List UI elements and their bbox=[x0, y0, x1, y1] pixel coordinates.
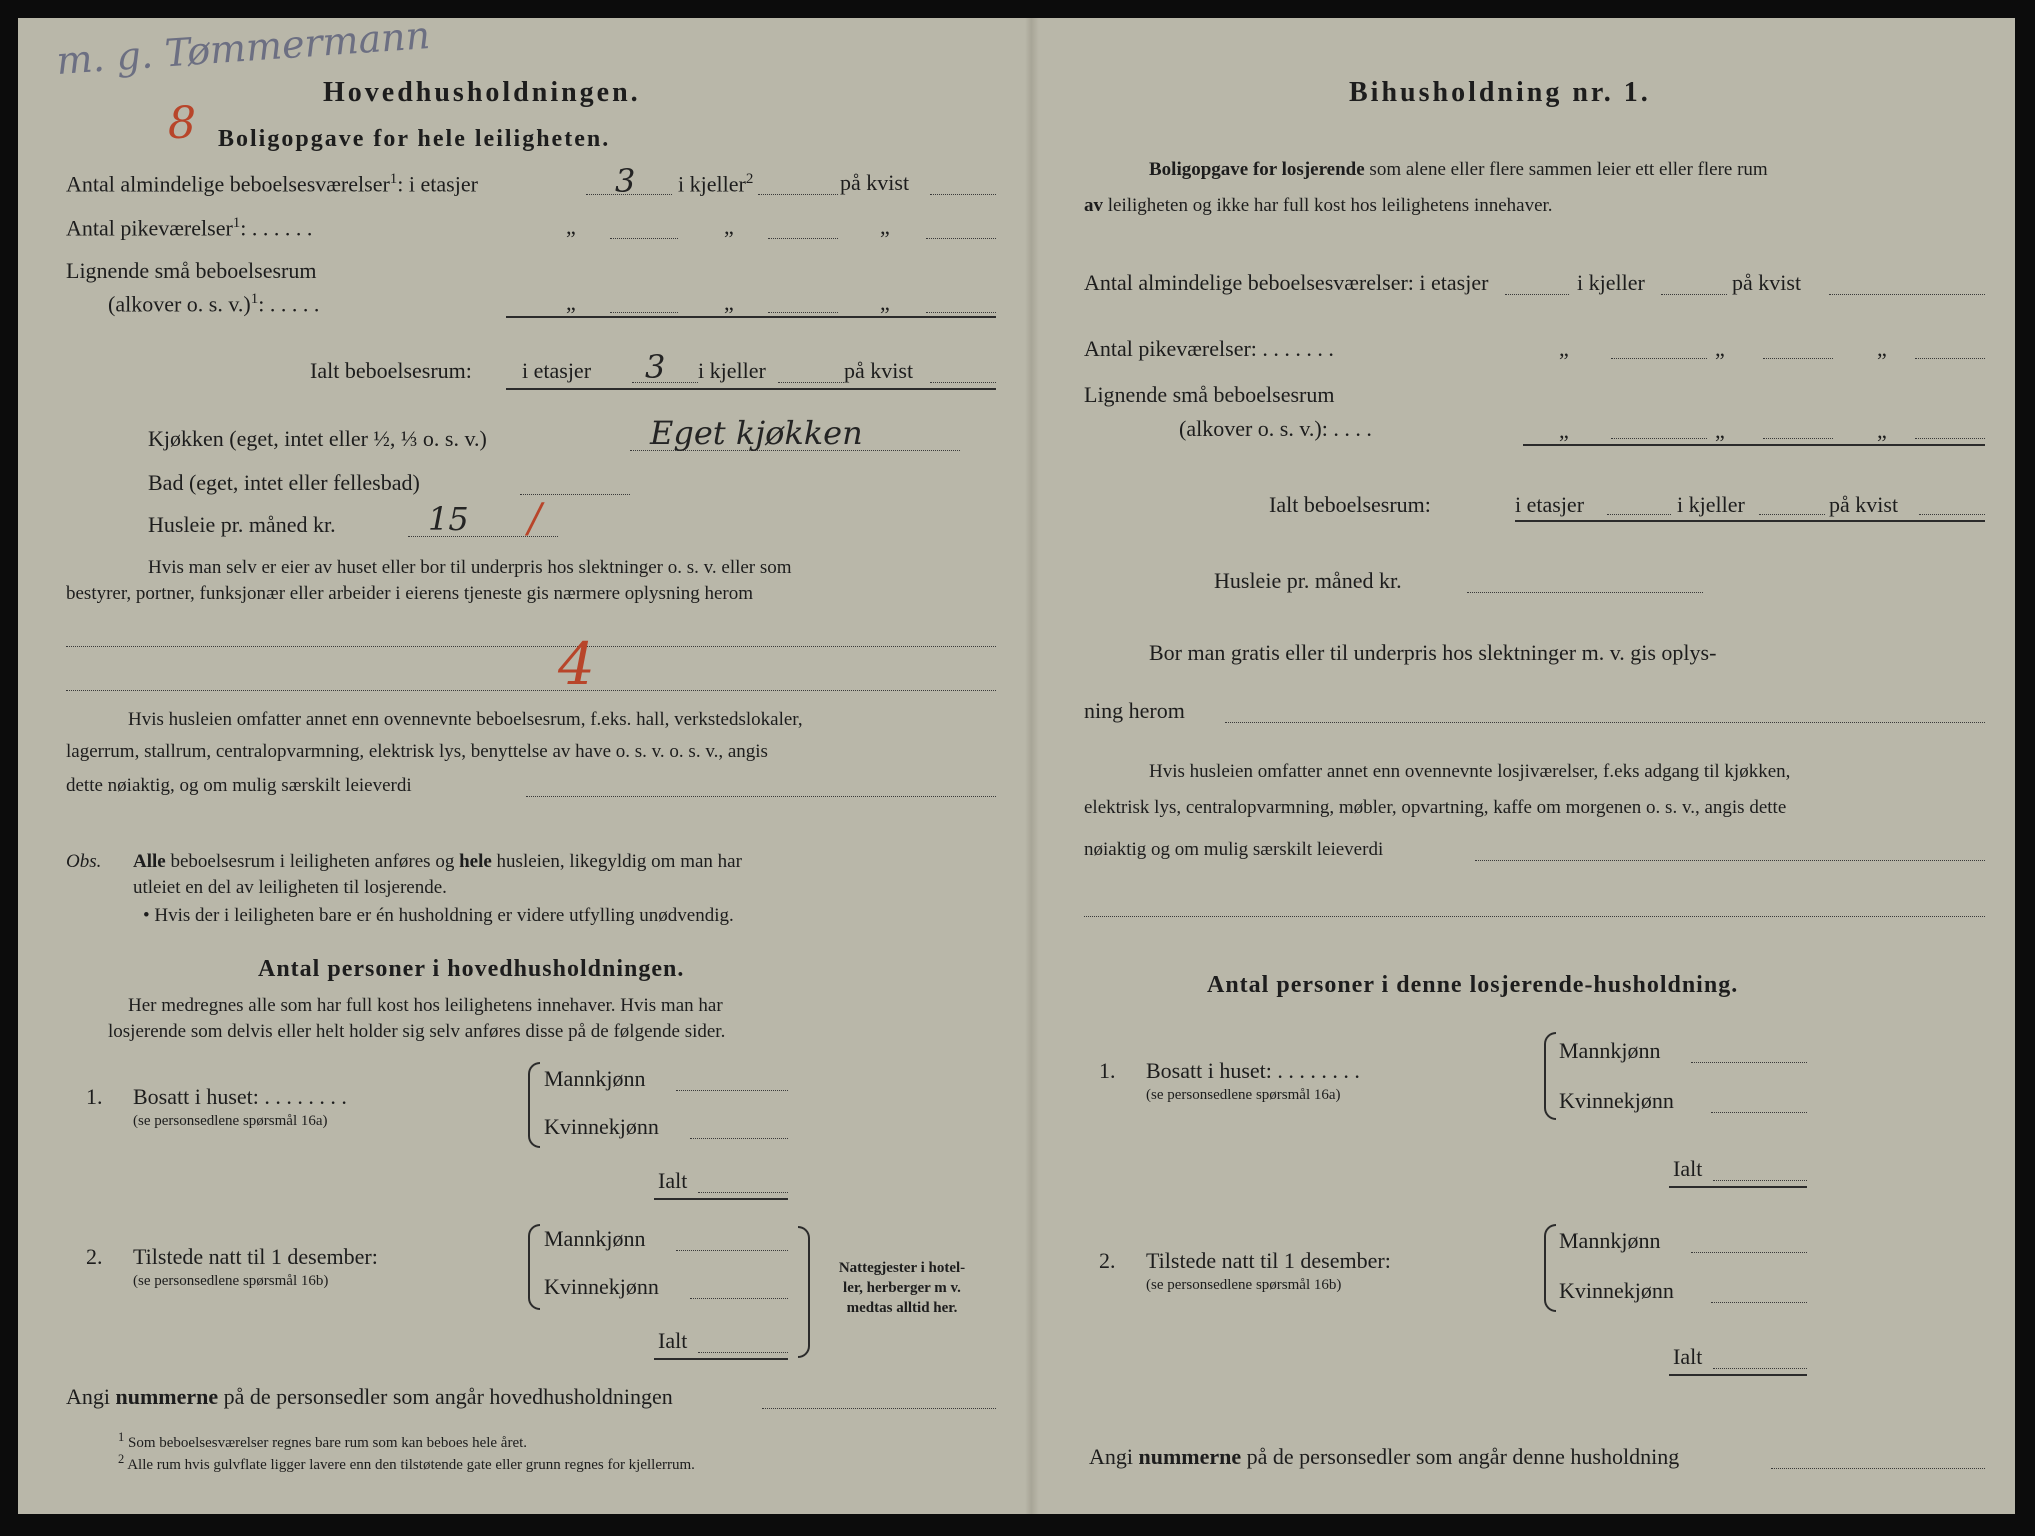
q1-kvinne-field[interactable] bbox=[1711, 1112, 1807, 1113]
ialt-kjeller-label: i kjeller bbox=[698, 358, 766, 383]
omfatter-text-line2: lagerrum, stallrum, centralopvarmning, elektrisk lys, benyttelse av have o. s. v. o. s. v., angis bbox=[66, 741, 768, 762]
kvist-field[interactable] bbox=[1829, 294, 1985, 295]
q1-mann-label: Mannkjønn bbox=[1559, 1038, 1661, 1063]
row3-label: Lignende små beboelsesrum bbox=[1084, 382, 1335, 407]
ditto-mark: „ bbox=[724, 290, 734, 315]
q2-label: Tilstede natt til 1 desember: bbox=[133, 1244, 378, 1269]
q1-mann-label: Mannkjønn bbox=[544, 1066, 646, 1091]
nattegjester-note: Nattegjester i hotel- ler, herberger m v. medtas alltid her. bbox=[838, 1260, 966, 1316]
angi-numbers-field[interactable] bbox=[1771, 1468, 1985, 1469]
obs-line3: • Hvis der i leiligheten bare er én husholdning er videre utfylling unødvendig. bbox=[143, 905, 734, 926]
angi-numbers-field[interactable] bbox=[762, 1408, 996, 1409]
ditto-mark: „ bbox=[1877, 418, 1887, 443]
row3-sub-label: (alkover o. s. v.): . . . . bbox=[1179, 416, 1372, 441]
q1-sub-label: (se personsedlene spørsmål 16a) bbox=[133, 1113, 328, 1129]
husleie-label: Husleie pr. måned kr. bbox=[1214, 568, 1402, 593]
ialt-underline bbox=[1515, 520, 1985, 522]
red-check-mark: / bbox=[528, 496, 542, 542]
row1-label: Antal almindelige beboelsesværelser: i etasjer bbox=[1084, 270, 1489, 295]
row2-label: Antal pikeværelser$^1$: . . . . . . bbox=[66, 215, 313, 241]
alkove-kvist-field[interactable] bbox=[1915, 438, 1985, 439]
left-page bbox=[18, 12, 1025, 1514]
leieverdi-field[interactable] bbox=[526, 796, 996, 797]
q2-ialt-underline bbox=[1669, 1374, 1807, 1376]
omfatter-text-line1: Hvis husleien omfatter annet enn ovennevnte beboelsesrum, f.eks. hall, verkstedslokaler, bbox=[128, 709, 803, 730]
ialt-kvist-field[interactable] bbox=[930, 382, 996, 383]
q1-mann-field[interactable] bbox=[676, 1090, 788, 1091]
center-fold bbox=[1025, 18, 1039, 1514]
q2-ialt-field[interactable] bbox=[1713, 1368, 1807, 1369]
ialt-kjeller-field[interactable] bbox=[1759, 514, 1825, 515]
ditto-mark: „ bbox=[1559, 336, 1569, 361]
bad-label: Bad (eget, intet eller fellesbad) bbox=[148, 470, 420, 495]
footnote-1: $^1$ Som beboelsesværelser regnes bare rum som kan beboes hele året. bbox=[118, 1430, 528, 1451]
row2-label: Antal pikeværelser: . . . . . . . bbox=[1084, 336, 1334, 361]
pike-etasjer-field[interactable] bbox=[1611, 358, 1707, 359]
ialt-underline bbox=[506, 388, 996, 390]
ditto-mark: „ bbox=[880, 290, 890, 315]
alkove-etasjer-field[interactable] bbox=[1611, 438, 1707, 439]
q2-number: 2. bbox=[86, 1244, 103, 1269]
q1-brace bbox=[1544, 1032, 1556, 1120]
alkove-kjeller-field[interactable] bbox=[1763, 438, 1833, 439]
kjeller-label: i kjeller$^2$ bbox=[678, 171, 754, 197]
nattegjester-brace bbox=[798, 1226, 810, 1358]
q1-ialt-field[interactable] bbox=[698, 1192, 788, 1193]
ditto-mark: „ bbox=[1715, 418, 1725, 443]
q2-mann-label: Mannkjønn bbox=[544, 1226, 646, 1251]
q2-ialt-label: Ialt bbox=[658, 1328, 688, 1353]
ialt-etasjer-label: i etasjer bbox=[522, 358, 592, 383]
census-form-sheet bbox=[18, 12, 2015, 1514]
kjeller-field[interactable] bbox=[1661, 294, 1727, 295]
q2-mann-field[interactable] bbox=[676, 1250, 788, 1251]
pike-kvist-field[interactable] bbox=[1915, 358, 1985, 359]
husleie-value: 15 bbox=[428, 500, 469, 538]
pike-etasjer-field[interactable] bbox=[610, 238, 678, 239]
q2-kvinne-label: Kvinnekjønn bbox=[544, 1274, 659, 1299]
omfatter-text-line3: dette nøiaktig, og om mulig særskilt leieverdi bbox=[66, 775, 412, 796]
q2-brace bbox=[528, 1224, 540, 1310]
gratis-text-line1: Bor man gratis eller til underpris hos slektninger m. v. gis oplys- bbox=[1149, 640, 1717, 665]
alkove-kvist-field[interactable] bbox=[926, 312, 996, 313]
husleie-label: Husleie pr. måned kr. bbox=[148, 512, 336, 537]
etasjer-value: 3 bbox=[615, 162, 636, 200]
q1-sub-label: (se personsedlene spørsmål 16a) bbox=[1146, 1087, 1341, 1103]
q1-number: 1. bbox=[1099, 1058, 1116, 1083]
q2-sub-label: (se personsedlene spørsmål 16b) bbox=[133, 1273, 329, 1289]
omfatter-text-line2: elektrisk lys, centralopvarmning, møbler, opvartning, kaffe om morgenen o. s. v., angis dette bbox=[1084, 797, 1787, 818]
omfatter-text-line3: nøiaktig og om mulig særskilt leieverdi bbox=[1084, 839, 1384, 860]
q2-sub-label: (se personsedlene spørsmål 16b) bbox=[1146, 1277, 1342, 1293]
ditto-mark: „ bbox=[566, 290, 576, 315]
ialt-kvist-label: på kvist bbox=[844, 358, 914, 383]
q2-ialt-underline bbox=[654, 1358, 788, 1360]
ialt-kjeller-field[interactable] bbox=[778, 382, 844, 383]
bad-field[interactable] bbox=[520, 494, 630, 495]
ditto-mark: „ bbox=[724, 214, 734, 239]
ialt-label: Ialt beboelsesrum: bbox=[1269, 492, 1431, 517]
q1-ialt-label: Ialt bbox=[658, 1168, 688, 1193]
q2-number: 2. bbox=[1099, 1248, 1116, 1273]
page-subtitle: Boligopgave for hele leiligheten. bbox=[218, 126, 611, 152]
q1-kvinne-label: Kvinnekjønn bbox=[1559, 1088, 1674, 1113]
kjokken-label: Kjøkken (eget, intet eller ½, ⅓ o. s. v.) bbox=[148, 426, 487, 451]
kvist-label: på kvist bbox=[1732, 270, 1802, 295]
q2-ialt-label: Ialt bbox=[1673, 1344, 1703, 1369]
pencil-note: m. g. Tømmermann bbox=[54, 12, 432, 84]
q1-mann-field[interactable] bbox=[1691, 1062, 1807, 1063]
intro-line2: av leiligheten og ikke har full kost hos leilighetens innehaver. bbox=[1084, 195, 1553, 216]
alkove-etasjer-field[interactable] bbox=[610, 312, 678, 313]
ditto-mark: „ bbox=[1877, 336, 1887, 361]
kvist-label: på kvist bbox=[840, 170, 910, 195]
footnote-2: $^2$ Alle rum hvis gulvflate ligger lavere enn den tilstøtende gate eller grunn regnes for kjellerrum. bbox=[118, 1452, 695, 1473]
q1-ialt-field[interactable] bbox=[1713, 1180, 1807, 1181]
q2-kvinne-label: Kvinnekjønn bbox=[1559, 1278, 1674, 1303]
gratis-field[interactable] bbox=[1225, 722, 1985, 723]
alkove-kjeller-field[interactable] bbox=[768, 312, 838, 313]
q1-label: Bosatt i huset: . . . . . . . . bbox=[1146, 1058, 1360, 1083]
ialt-etasjer-label: i etasjer bbox=[1515, 492, 1585, 517]
page-title: Hovedhusholdningen. bbox=[323, 77, 641, 108]
kjeller-field[interactable] bbox=[758, 194, 838, 195]
eier-field-line2[interactable] bbox=[66, 690, 996, 691]
ditto-mark: „ bbox=[1559, 418, 1569, 443]
pike-kjeller-field[interactable] bbox=[768, 238, 838, 239]
intro-line1: Boligopgave for losjerende som alene eller flere sammen leier ett eller flere rum bbox=[1149, 159, 1768, 180]
obs-label: Obs. bbox=[66, 851, 102, 872]
q2-mann-field[interactable] bbox=[1691, 1252, 1807, 1253]
q2-kvinne-field[interactable] bbox=[690, 1298, 788, 1299]
row3-underline bbox=[1523, 444, 1985, 446]
q2-brace bbox=[1544, 1224, 1556, 1312]
eier-field-line1[interactable] bbox=[66, 646, 996, 647]
angi-numbers-label: Angi nummerne på de personsedler som angår denne husholdning bbox=[1089, 1444, 1680, 1469]
q2-mann-label: Mannkjønn bbox=[1559, 1228, 1661, 1253]
kvist-field[interactable] bbox=[930, 194, 996, 195]
etasjer-field[interactable] bbox=[1505, 294, 1569, 295]
q2-label: Tilstede natt til 1 desember: bbox=[1146, 1248, 1391, 1273]
persons-title: Antal personer i hovedhusholdningen. bbox=[258, 956, 685, 982]
ialt-etasjer-field[interactable] bbox=[1607, 514, 1671, 515]
husleie-field[interactable] bbox=[1467, 592, 1703, 593]
persons-text-line1: Her medregnes alle som har full kost hos leilighetens innehaver. Hvis man har bbox=[128, 995, 723, 1016]
q1-ialt-underline bbox=[1669, 1186, 1807, 1188]
obs-line1: Alle beboelsesrum i leiligheten anføres og hele husleien, likegyldig om man har bbox=[133, 851, 742, 872]
q2-kvinne-field[interactable] bbox=[1711, 1302, 1807, 1303]
obs-line2: utleiet en del av leiligheten til losjerende. bbox=[133, 877, 447, 898]
angi-numbers-label: Angi nummerne på de personsedler som angår hovedhusholdningen bbox=[66, 1384, 673, 1409]
ditto-mark: „ bbox=[1715, 336, 1725, 361]
q1-kvinne-field[interactable] bbox=[690, 1138, 788, 1139]
row1-label: Antal almindelige beboelsesværelser$^1$: i etasjer bbox=[66, 171, 478, 197]
kjokken-value: Eget kjøkken bbox=[650, 414, 863, 452]
right-page bbox=[1039, 18, 2015, 1514]
ditto-mark: „ bbox=[566, 214, 576, 239]
q1-number: 1. bbox=[86, 1084, 103, 1109]
red-number-mid: 4 bbox=[558, 630, 595, 698]
kjeller-label: i kjeller bbox=[1577, 270, 1645, 295]
ialt-etasjer-value: 3 bbox=[645, 348, 666, 386]
ditto-mark: „ bbox=[880, 214, 890, 239]
persons-title: Antal personer i denne losjerende-husholdning. bbox=[1207, 972, 1739, 998]
row3-sub-label: (alkover o. s. v.)$^1$: . . . . . bbox=[108, 291, 320, 317]
q1-brace bbox=[528, 1062, 540, 1148]
pike-kjeller-field[interactable] bbox=[1763, 358, 1833, 359]
row3-underline bbox=[506, 316, 996, 318]
eier-text-line1: Hvis man selv er eier av huset eller bor til underpris hos slektninger o. s. v. eller som bbox=[148, 557, 792, 578]
pike-kvist-field[interactable] bbox=[926, 238, 996, 239]
omfatter-text-line1: Hvis husleien omfatter annet enn ovennevnte losjiværelser, f.eks adgang til kjøkken, bbox=[1149, 761, 1791, 782]
page-title: Bihusholdning nr. 1. bbox=[1349, 77, 1651, 108]
red-number-top: 8 bbox=[168, 98, 196, 149]
eier-text-line2: bestyrer, portner, funksjonær eller arbeider i eierens tjeneste gis nærmere oplysning herom bbox=[66, 583, 754, 604]
row3-label: Lignende små beboelsesrum bbox=[66, 258, 317, 283]
leieverdi-field-line2[interactable] bbox=[1084, 916, 1985, 917]
q1-ialt-underline bbox=[654, 1198, 788, 1200]
persons-text-line2: losjerende som delvis eller helt holder sig selv anføres disse på de følgende sider. bbox=[108, 1021, 726, 1042]
ialt-kvist-label: på kvist bbox=[1829, 492, 1899, 517]
q1-label: Bosatt i huset: . . . . . . . . bbox=[133, 1084, 347, 1109]
ialt-label: Ialt beboelsesrum: bbox=[310, 358, 472, 383]
q1-kvinne-label: Kvinnekjønn bbox=[544, 1114, 659, 1139]
q2-ialt-field[interactable] bbox=[698, 1352, 788, 1353]
gratis-text-line2: ning herom bbox=[1084, 698, 1185, 723]
ialt-kvist-field[interactable] bbox=[1919, 514, 1985, 515]
q1-ialt-label: Ialt bbox=[1673, 1156, 1703, 1181]
ialt-kjeller-label: i kjeller bbox=[1677, 492, 1745, 517]
leieverdi-field[interactable] bbox=[1475, 860, 1985, 861]
